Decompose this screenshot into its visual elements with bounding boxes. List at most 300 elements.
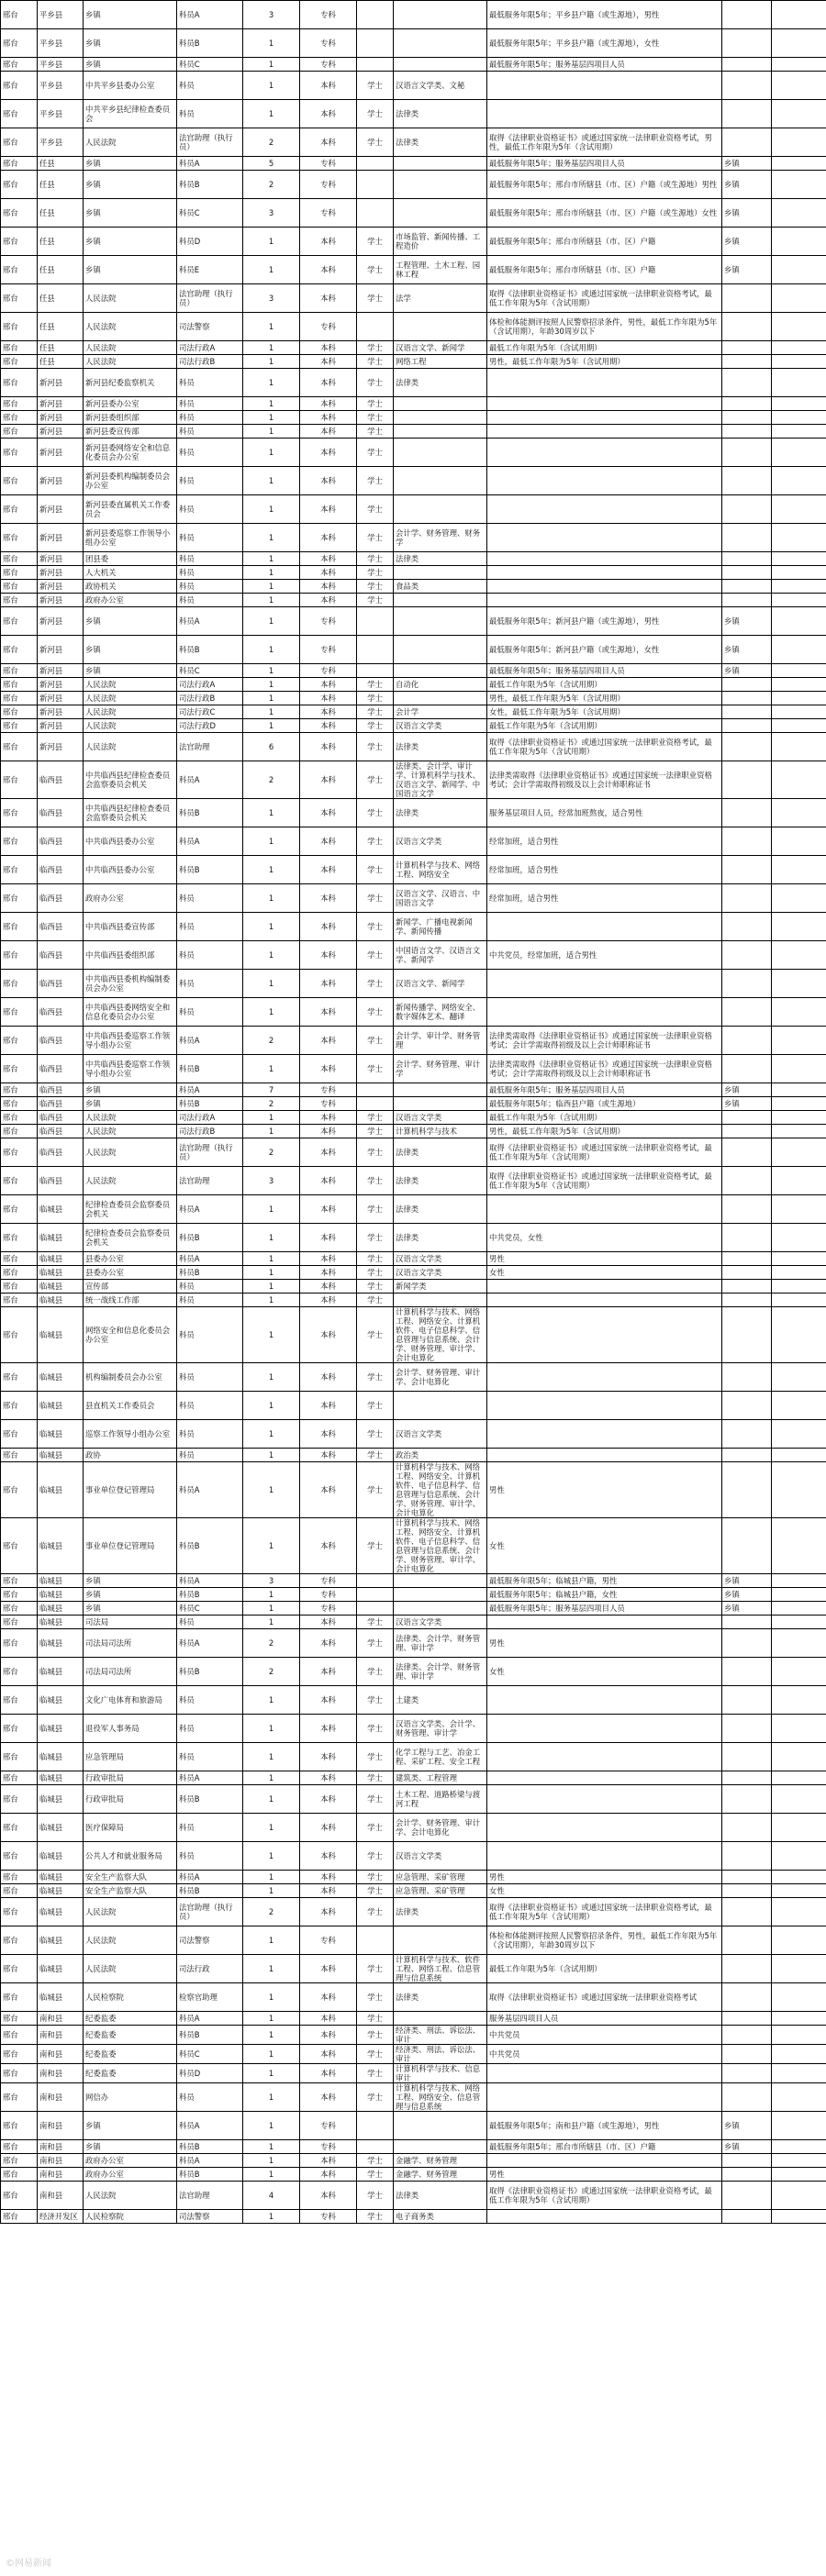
cell-blank (772, 1167, 826, 1195)
cell-city: 邢台 (1, 1266, 38, 1280)
table-row (1, 970, 826, 998)
cell-note (722, 799, 772, 827)
cell-county: 南和县 (38, 2168, 84, 2182)
cell-unit: 公共人才和就业服务局 (84, 1842, 177, 1871)
table-row (1, 425, 826, 439)
cell-note (722, 913, 772, 941)
cell-requirements (487, 1363, 722, 1392)
cell-note (722, 1898, 772, 1926)
table-row (1, 1602, 826, 1616)
cell-blank (772, 594, 826, 607)
cell-degree (357, 313, 394, 341)
cell-requirements (487, 100, 722, 128)
cell-education: 本科 (300, 439, 357, 467)
cell-count: 1 (243, 594, 300, 607)
table-row (1, 1955, 826, 1983)
cell-count: 1 (243, 1224, 300, 1252)
cell-city: 邢台 (1, 1055, 38, 1083)
cell-major: 法律类、会计学、财务管理、审计学 (394, 1629, 487, 1658)
cell-unit: 中共临西县委宣传部 (84, 913, 177, 941)
cell-degree: 学士 (357, 1392, 394, 1420)
cell-count: 1 (243, 1392, 300, 1420)
cell-note (722, 313, 772, 341)
cell-unit: 乡镇 (84, 171, 177, 199)
table-row (1, 692, 826, 705)
cell-degree: 学士 (357, 2012, 394, 2026)
cell-degree: 学士 (357, 566, 394, 580)
cell-major (394, 495, 487, 524)
cell-count: 3 (243, 1167, 300, 1195)
cell-education: 本科 (300, 970, 357, 998)
cell-education: 本科 (300, 2154, 357, 2168)
cell-position: 司法行政C (177, 705, 243, 719)
cell-count: 1 (243, 719, 300, 733)
cell-education: 本科 (300, 941, 357, 970)
cell-county: 平乡县 (38, 1, 84, 29)
cell-degree: 学士 (357, 411, 394, 425)
cell-county: 南和县 (38, 2112, 84, 2140)
cell-education: 本科 (300, 2083, 357, 2112)
cell-position: 科员A (177, 2012, 243, 2026)
cell-position: 科员B (177, 29, 243, 58)
cell-requirements (487, 1743, 722, 1771)
cell-note (722, 1518, 772, 1574)
cell-education: 本科 (300, 678, 357, 692)
cell-requirements: 最低服务年限5年；新河县户籍（或生源地），男性 (487, 607, 722, 636)
cell-note (722, 1055, 772, 1083)
cell-note (722, 284, 772, 313)
cell-education: 本科 (300, 341, 357, 355)
cell-note (722, 1167, 772, 1195)
cell-position: 科员B (177, 1224, 243, 1252)
cell-unit: 人民法院 (84, 313, 177, 341)
cell-degree (357, 607, 394, 636)
table-row (1, 799, 826, 827)
cell-position: 法官助理 (177, 1167, 243, 1195)
cell-position: 科员A (177, 607, 243, 636)
cell-count: 1 (243, 1195, 300, 1224)
cell-major (394, 1926, 487, 1955)
cell-count: 1 (243, 580, 300, 594)
cell-city: 邢台 (1, 2140, 38, 2154)
cell-blank (772, 2140, 826, 2154)
cell-note (722, 2168, 772, 2182)
cell-city: 邢台 (1, 425, 38, 439)
cell-education: 本科 (300, 1195, 357, 1224)
table-row (1, 313, 826, 341)
cell-city: 邢台 (1, 1743, 38, 1771)
cell-count: 1 (243, 552, 300, 566)
cell-degree: 学士 (357, 1884, 394, 1898)
cell-degree: 学士 (357, 1616, 394, 1629)
cell-education: 本科 (300, 1392, 357, 1420)
cell-count: 1 (243, 636, 300, 664)
cell-county: 新河县 (38, 524, 84, 552)
cell-education: 本科 (300, 2168, 357, 2182)
cell-major (394, 157, 487, 171)
cell-county: 临城县 (38, 1955, 84, 1983)
cell-position: 科员A (177, 827, 243, 856)
cell-city: 邢台 (1, 2012, 38, 2026)
cell-note (722, 2012, 772, 2026)
cell-county: 任县 (38, 256, 84, 284)
cell-degree: 学士 (357, 524, 394, 552)
cell-major: 电子商务类 (394, 2210, 487, 2224)
table-row (1, 1307, 826, 1363)
cell-city: 邢台 (1, 100, 38, 128)
cell-note: 乡镇 (722, 1097, 772, 1111)
cell-city: 邢台 (1, 1785, 38, 1814)
cell-position: 法官助理 (177, 2182, 243, 2210)
cell-count: 1 (243, 941, 300, 970)
cell-unit: 中共平乡县纪律检查委员会 (84, 100, 177, 128)
cell-requirements: 法律类需取得《法律职业资格证书》或通过国家统一法律职业资格考试；会计学需取得初级及以上会计师职称证书 (487, 761, 722, 799)
cell-county: 临西县 (38, 1083, 84, 1097)
cell-count: 1 (243, 1294, 300, 1307)
cell-city: 邢台 (1, 495, 38, 524)
cell-degree (357, 1083, 394, 1097)
cell-city: 邢台 (1, 2112, 38, 2140)
cell-requirements: 最低工作年限为5年（含试用期） (487, 341, 722, 355)
cell-unit: 人民检察院 (84, 1983, 177, 2012)
cell-county: 临城县 (38, 1574, 84, 1588)
cell-major: 汉语言文学类 (394, 1266, 487, 1280)
cell-degree: 学士 (357, 761, 394, 799)
cell-note: 乡镇 (722, 199, 772, 228)
cell-note (722, 1125, 772, 1138)
cell-note (722, 1462, 772, 1518)
cell-degree: 学士 (357, 2083, 394, 2112)
cell-major (394, 1097, 487, 1111)
cell-education: 本科 (300, 128, 357, 157)
cell-requirements: 取得《法律职业资格证书》或通过国家统一法律职业资格考试，最低工作年限为5年（含试用期） (487, 1898, 722, 1926)
table-row (1, 1027, 826, 1055)
cell-major: 计算机科学与技术、网络工程、网络安全、计算机软件、电子信息科学、信息管理与信息系统、会计学、财务管理、审计学、会计电算化 (394, 1462, 487, 1518)
cell-degree: 学士 (357, 884, 394, 913)
cell-requirements: 女性 (487, 1884, 722, 1898)
cell-requirements: 体检和体能测评按照人民警察招录条件，男性，最低工作年限为5年（含试用期），年龄30周岁以下 (487, 1926, 722, 1955)
cell-count: 1 (243, 1814, 300, 1842)
cell-position: 科员A (177, 1252, 243, 1266)
cell-position: 司法警察 (177, 313, 243, 341)
cell-major: 汉语言文学类 (394, 1111, 487, 1125)
cell-unit: 人民法院 (84, 719, 177, 733)
cell-county: 平乡县 (38, 100, 84, 128)
table-row (1, 1871, 826, 1884)
cell-unit: 中共临西县委办公室 (84, 827, 177, 856)
cell-city: 邢台 (1, 678, 38, 692)
cell-count: 1 (243, 1252, 300, 1266)
cell-city: 邢台 (1, 411, 38, 425)
cell-unit: 县委办公室 (84, 1252, 177, 1266)
cell-blank (772, 913, 826, 941)
cell-blank (772, 1027, 826, 1055)
cell-unit: 新河县纪委监察机关 (84, 369, 177, 397)
cell-unit: 宣传部 (84, 1280, 177, 1294)
cell-education: 专科 (300, 29, 357, 58)
cell-count: 1 (243, 664, 300, 678)
cell-count: 1 (243, 566, 300, 580)
cell-count: 2 (243, 128, 300, 157)
cell-city: 邢台 (1, 998, 38, 1027)
cell-position: 科员B (177, 1658, 243, 1686)
table-row (1, 1574, 826, 1588)
cell-count: 1 (243, 2168, 300, 2182)
cell-major: 法律类 (394, 1983, 487, 2012)
cell-major: 汉语言文学类、会计学、财务管理、审计学 (394, 1715, 487, 1743)
cell-count: 1 (243, 1588, 300, 1602)
cell-count: 2 (243, 761, 300, 799)
cell-position: 科员 (177, 1842, 243, 1871)
cell-education: 专科 (300, 1602, 357, 1616)
cell-education: 本科 (300, 1449, 357, 1462)
cell-note (722, 1771, 772, 1785)
cell-degree: 学士 (357, 1195, 394, 1224)
cell-note (722, 1616, 772, 1629)
cell-count: 1 (243, 998, 300, 1027)
cell-county: 任县 (38, 199, 84, 228)
cell-blank (772, 1125, 826, 1138)
cell-position: 司法行政B (177, 355, 243, 369)
cell-requirements (487, 1294, 722, 1307)
cell-position: 科员 (177, 998, 243, 1027)
cell-position: 科员 (177, 1449, 243, 1462)
cell-major: 计算机科学与技术、软件工程、网络工程、信息管理与信息系统 (394, 1955, 487, 1983)
cell-county: 新河县 (38, 692, 84, 705)
cell-unit: 中共临西县委巡察工作领导小组办公室 (84, 1055, 177, 1083)
cell-unit: 乡镇 (84, 636, 177, 664)
cell-education: 本科 (300, 72, 357, 100)
cell-requirements (487, 1449, 722, 1462)
cell-county: 临城县 (38, 1743, 84, 1771)
cell-county: 新河县 (38, 439, 84, 467)
cell-blank (772, 998, 826, 1027)
cell-unit: 纪委监委 (84, 2012, 177, 2026)
table-row (1, 1686, 826, 1715)
cell-county: 临城县 (38, 1224, 84, 1252)
cell-city: 邢台 (1, 1224, 38, 1252)
cell-education: 本科 (300, 1420, 357, 1449)
cell-requirements: 男性 (487, 2168, 722, 2182)
cell-major: 法律类 (394, 799, 487, 827)
cell-major: 工程管理、土木工程、园林工程 (394, 256, 487, 284)
cell-requirements (487, 2083, 722, 2112)
cell-major: 会计学、财务管理、审计学、会计电算化 (394, 1363, 487, 1392)
cell-major (394, 2012, 487, 2026)
cell-note (722, 678, 772, 692)
cell-count: 1 (243, 2012, 300, 2026)
cell-city: 邢台 (1, 2182, 38, 2210)
table-row (1, 524, 826, 552)
cell-note (722, 1027, 772, 1055)
cell-count: 1 (243, 1743, 300, 1771)
cell-degree (357, 1, 394, 29)
table-row (1, 884, 826, 913)
cell-degree: 学士 (357, 1715, 394, 1743)
cell-blank (772, 692, 826, 705)
cell-position: 科员 (177, 884, 243, 913)
cell-city: 邢台 (1, 941, 38, 970)
cell-city: 邢台 (1, 1771, 38, 1785)
cell-major: 汉语言文学、新闻学 (394, 341, 487, 355)
cell-position: 科员 (177, 1294, 243, 1307)
cell-note: 乡镇 (722, 1602, 772, 1616)
table-row (1, 566, 826, 580)
cell-count: 1 (243, 970, 300, 998)
cell-requirements: 最低服务年限5年；平乡县户籍（或生源地），女性 (487, 29, 722, 58)
cell-education: 本科 (300, 100, 357, 128)
cell-education: 本科 (300, 1658, 357, 1686)
cell-degree (357, 2140, 394, 2154)
cell-position: 科员C (177, 199, 243, 228)
cell-position: 司法警察 (177, 1926, 243, 1955)
cell-unit: 政府办公室 (84, 2154, 177, 2168)
cell-unit: 乡镇 (84, 1097, 177, 1111)
cell-education: 本科 (300, 1280, 357, 1294)
cell-major: 汉语言文学、新闻学 (394, 970, 487, 998)
table-row (1, 1898, 826, 1926)
cell-note (722, 580, 772, 594)
table-row (1, 157, 826, 171)
cell-position: 司法行政A (177, 341, 243, 355)
cell-blank (772, 313, 826, 341)
table-row (1, 1083, 826, 1097)
cell-requirements (487, 1814, 722, 1842)
cell-city: 邢台 (1, 1926, 38, 1955)
cell-count: 3 (243, 1574, 300, 1588)
cell-requirements (487, 1842, 722, 1871)
table-row (1, 998, 826, 1027)
cell-count: 1 (243, 913, 300, 941)
cell-requirements: 中共党员 (487, 2045, 722, 2064)
cell-education: 本科 (300, 1125, 357, 1138)
cell-education: 本科 (300, 397, 357, 411)
cell-education: 本科 (300, 1884, 357, 1898)
cell-city: 邢台 (1, 284, 38, 313)
cell-position: 科员 (177, 1686, 243, 1715)
cell-count: 2 (243, 1027, 300, 1055)
cell-position: 科员 (177, 425, 243, 439)
cell-requirements: 男性，最低工作年限为5年（含试用期） (487, 355, 722, 369)
cell-education: 本科 (300, 705, 357, 719)
cell-unit: 医疗保障局 (84, 1814, 177, 1842)
table-row (1, 2012, 826, 2026)
cell-requirements: 经常加班，适合男性 (487, 856, 722, 884)
cell-blank (772, 2182, 826, 2210)
cell-blank (772, 72, 826, 100)
table-row (1, 495, 826, 524)
table-row (1, 1518, 826, 1574)
cell-major (394, 1574, 487, 1588)
cell-county: 临城县 (38, 1771, 84, 1785)
cell-degree: 学士 (357, 467, 394, 495)
cell-county: 新河县 (38, 369, 84, 397)
cell-unit: 司法局 (84, 1616, 177, 1629)
cell-count: 1 (243, 341, 300, 355)
cell-blank (772, 2083, 826, 2112)
cell-education: 本科 (300, 856, 357, 884)
cell-county: 新河县 (38, 580, 84, 594)
cell-note (722, 72, 772, 100)
cell-unit: 乡镇 (84, 607, 177, 636)
cell-education: 专科 (300, 199, 357, 228)
cell-note (722, 1743, 772, 1771)
table-row (1, 411, 826, 425)
cell-blank (772, 355, 826, 369)
cell-city: 邢台 (1, 199, 38, 228)
cell-degree: 学士 (357, 284, 394, 313)
cell-major: 土建类 (394, 1686, 487, 1715)
cell-major (394, 397, 487, 411)
cell-position: 科员 (177, 524, 243, 552)
cell-city: 邢台 (1, 1629, 38, 1658)
cell-major: 食品类 (394, 580, 487, 594)
cell-blank (772, 856, 826, 884)
table-row (1, 355, 826, 369)
cell-unit: 统一战线工作部 (84, 1294, 177, 1307)
cell-degree: 学士 (357, 733, 394, 761)
cell-education: 本科 (300, 425, 357, 439)
cell-count: 1 (243, 884, 300, 913)
cell-county: 临城县 (38, 1898, 84, 1926)
cell-requirements (487, 2064, 722, 2083)
cell-note (722, 1629, 772, 1658)
cell-major: 政治类 (394, 1449, 487, 1462)
cell-county: 临城县 (38, 1588, 84, 1602)
cell-city: 邢台 (1, 1518, 38, 1574)
cell-blank (772, 1518, 826, 1574)
cell-county: 临西县 (38, 761, 84, 799)
cell-education: 本科 (300, 1785, 357, 1814)
cell-blank (772, 495, 826, 524)
cell-requirements (487, 72, 722, 100)
cell-unit: 人民检察院 (84, 2210, 177, 2224)
cell-county: 临城县 (38, 1983, 84, 2012)
cell-city: 邢台 (1, 856, 38, 884)
cell-position: 科员B (177, 1055, 243, 1083)
cell-education: 本科 (300, 799, 357, 827)
cell-degree: 学士 (357, 1420, 394, 1449)
cell-degree: 学士 (357, 72, 394, 100)
cell-count: 1 (243, 1266, 300, 1280)
cell-requirements: 最低服务年限5年；南和县户籍（或生源地），男性 (487, 2112, 722, 2140)
cell-note (722, 692, 772, 705)
cell-position: 科员 (177, 467, 243, 495)
cell-degree: 学士 (357, 369, 394, 397)
cell-education: 本科 (300, 998, 357, 1027)
cell-count: 1 (243, 1307, 300, 1363)
cell-county: 南和县 (38, 2182, 84, 2210)
cell-count: 1 (243, 1884, 300, 1898)
cell-unit: 人民法院 (84, 284, 177, 313)
cell-count: 1 (243, 58, 300, 72)
table-row (1, 2026, 826, 2045)
cell-blank (772, 2112, 826, 2140)
table-row (1, 719, 826, 733)
cell-note: 乡镇 (722, 256, 772, 284)
cell-count: 1 (243, 607, 300, 636)
cell-city: 邢台 (1, 1955, 38, 1983)
table-row (1, 1983, 826, 2012)
cell-requirements: 男性 (487, 1252, 722, 1266)
cell-note (722, 524, 772, 552)
cell-county: 临城县 (38, 1363, 84, 1392)
cell-requirements: 女性 (487, 1658, 722, 1686)
cell-degree (357, 58, 394, 72)
cell-blank (772, 1771, 826, 1785)
cell-degree (357, 636, 394, 664)
cell-count: 1 (243, 1111, 300, 1125)
